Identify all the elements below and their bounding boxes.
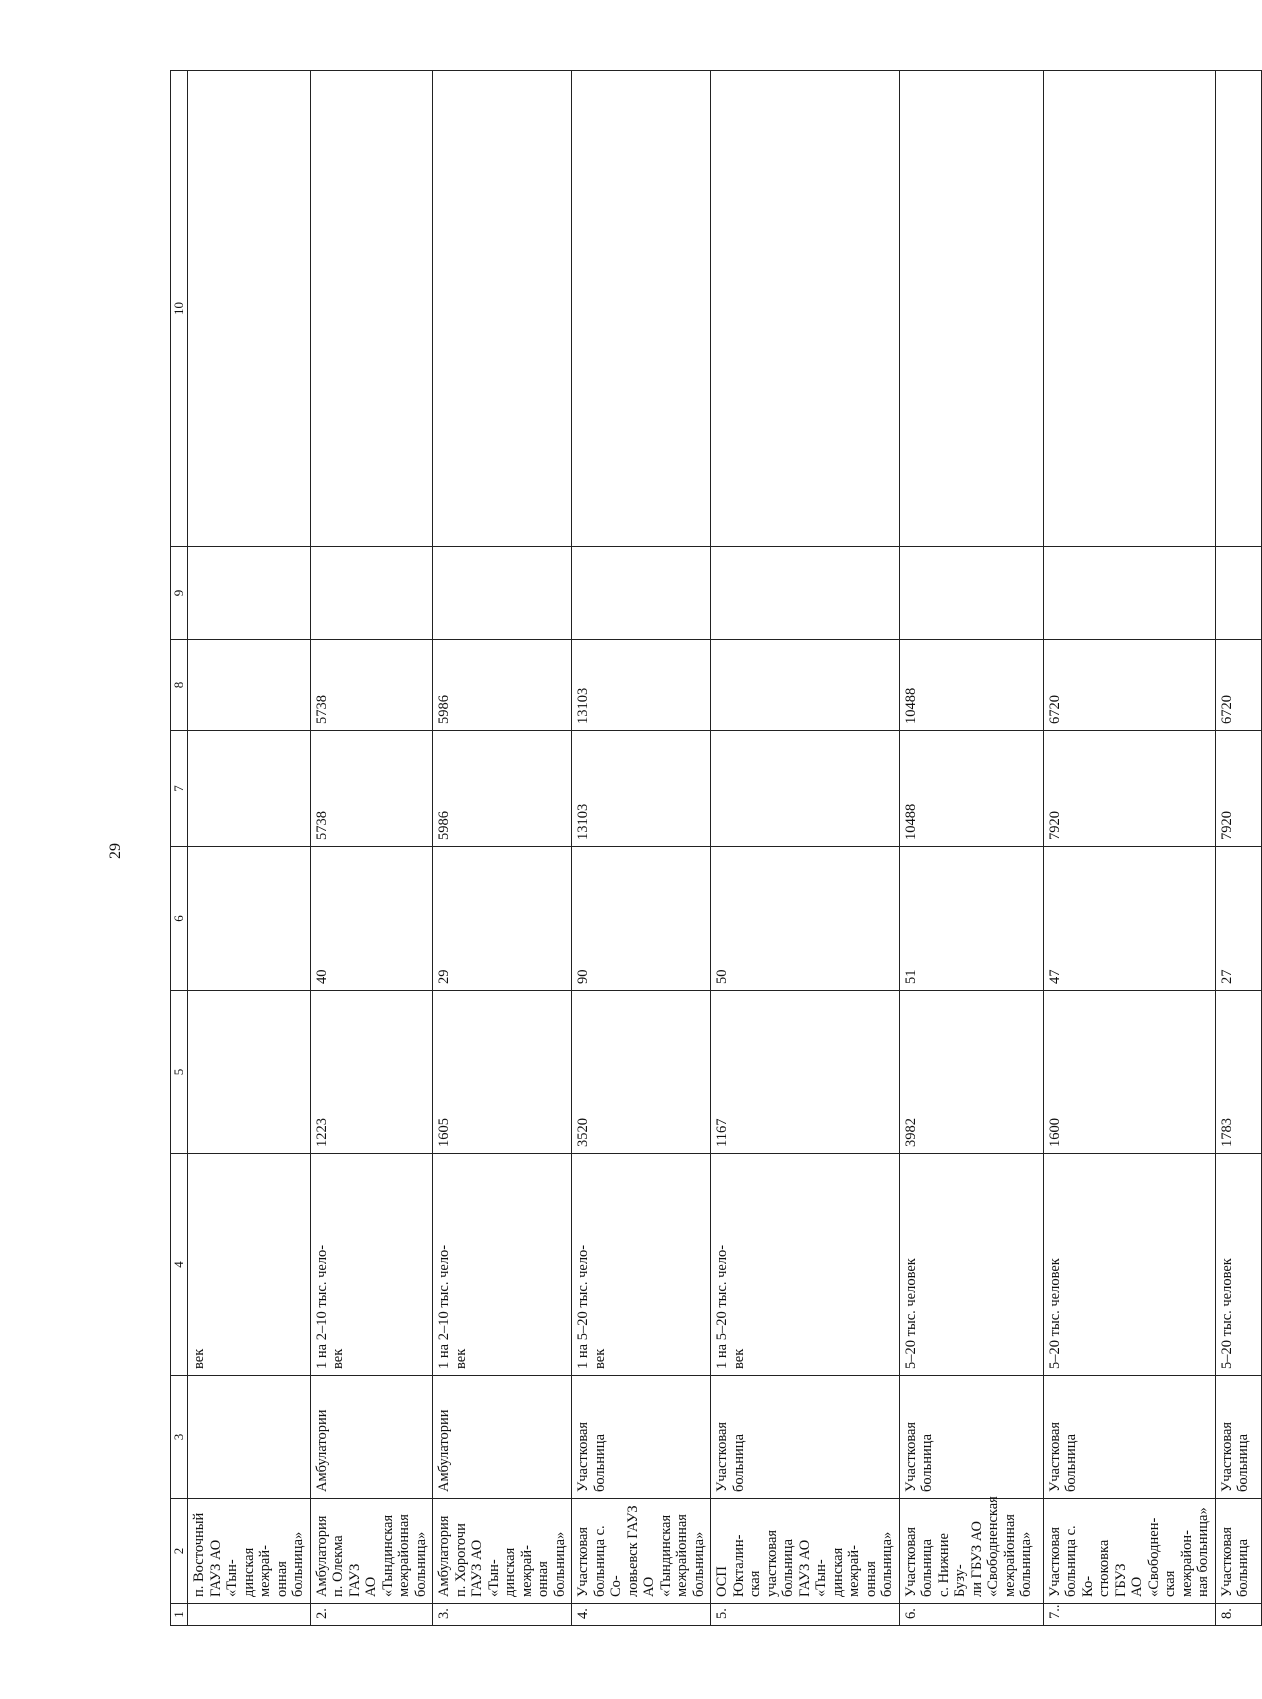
table-body (188, 71, 1262, 1626)
service-norm: 5–20 тыс. человек (1215, 1154, 1261, 1376)
column-number-5: 5 (171, 991, 188, 1154)
col-9-value (899, 547, 1043, 640)
col-8-value (711, 640, 900, 731)
facility-type: Участковая больница (1215, 1376, 1261, 1499)
col-10-value (572, 71, 711, 547)
facility-name: Амбулатория п. Олекма ГАУЗ АО «Тындинская межрайонная больница» (310, 1499, 433, 1604)
distance: 27 (1215, 847, 1261, 991)
col-9-value (711, 547, 900, 640)
facility-name: Участковая больница (1215, 1499, 1261, 1604)
col-8-value: 6720 (1043, 640, 1215, 731)
facility-type: Амбулатории (433, 1376, 572, 1499)
column-number-1: 1 (171, 1604, 188, 1626)
column-number-8: 8 (171, 640, 188, 731)
col-9-value (188, 547, 311, 640)
facility-name: ОСП Юкталин- ская участковая больница ГАУЗ АО «Тын- динская межрай- онная больница» (711, 1499, 900, 1604)
col-10-value (433, 71, 572, 547)
distance: 50 (711, 847, 900, 991)
table-row (433, 71, 572, 1626)
col-7-value: 5986 (433, 731, 572, 847)
population (188, 991, 311, 1154)
distance: 47 (1043, 847, 1215, 991)
col-7-value: 5738 (310, 731, 433, 847)
column-number-3: 3 (171, 1376, 188, 1499)
row-number: 3. (433, 1604, 572, 1626)
col-9-value (572, 547, 711, 640)
row-number: 6. (899, 1604, 1043, 1626)
column-number-row (171, 71, 188, 1626)
row-number (188, 1604, 311, 1626)
col-7-value (711, 731, 900, 847)
col-8-value: 5738 (310, 640, 433, 731)
table-row (1215, 71, 1261, 1626)
service-norm: 5–20 тыс. человек (1043, 1154, 1215, 1376)
row-number: 2. (310, 1604, 433, 1626)
col-10-value (188, 71, 311, 547)
table-row (572, 71, 711, 1626)
col-10-value (899, 71, 1043, 547)
service-norm: 1 на 5–20 тыс. чело- век (572, 1154, 711, 1376)
service-norm: 1 на 5–20 тыс. чело- век (711, 1154, 900, 1376)
distance: 40 (310, 847, 433, 991)
population: 1605 (433, 991, 572, 1154)
table-row (310, 71, 433, 1626)
col-8-value: 10488 (899, 640, 1043, 731)
table-row (1043, 71, 1215, 1626)
col-8-value: 6720 (1215, 640, 1261, 731)
service-norm: 1 на 2–10 тыс. чело- век (433, 1154, 572, 1376)
row-number: 7.. (1043, 1604, 1215, 1626)
col-10-value (711, 71, 900, 547)
column-number-4: 4 (171, 1154, 188, 1376)
col-7-value: 10488 (899, 731, 1043, 847)
col-10-value (1215, 71, 1261, 547)
table-row (188, 71, 311, 1626)
row-number: 8. (1215, 1604, 1261, 1626)
facility-name: Участковая больница с. Ко- стюковка ГБУЗ АО «Свободнен- ская межрайон- ная больница» (1043, 1499, 1215, 1604)
column-number-7: 7 (171, 731, 188, 847)
distance: 90 (572, 847, 711, 991)
col-7-value (188, 731, 311, 847)
col-8-value: 13103 (572, 640, 711, 731)
service-norm: 1 на 2–10 тыс. чело- век (310, 1154, 433, 1376)
facility-name: Участковая больница с. Нижние Бузу- ли ГБУЗ АО «Свободненская межрайонная больница» (899, 1499, 1043, 1604)
column-number-2: 2 (171, 1499, 188, 1604)
service-norm: 5–20 тыс. человек (899, 1154, 1043, 1376)
table-row (711, 71, 900, 1626)
population: 1167 (711, 991, 900, 1154)
col-10-value (310, 71, 433, 547)
distance: 29 (433, 847, 572, 991)
rotated-table-sheet (170, 71, 1251, 1626)
col-8-value (188, 640, 311, 731)
table-row (899, 71, 1043, 1626)
facilities-table (170, 70, 1262, 1626)
facility-name: п. Восточный ГАУЗ АО «Тын- динская межрай- онная больница» (188, 1499, 311, 1604)
facility-type: Участковая больница (1043, 1376, 1215, 1499)
col-7-value: 7920 (1043, 731, 1215, 847)
distance (188, 847, 311, 991)
facility-type: Участковая больница (572, 1376, 711, 1499)
facility-type: Амбулатории (310, 1376, 433, 1499)
service-norm: век (188, 1154, 311, 1376)
col-9-value (1215, 547, 1261, 640)
column-number-10: 10 (171, 71, 188, 547)
col-7-value: 13103 (572, 731, 711, 847)
col-8-value: 5986 (433, 640, 572, 731)
facility-type (188, 1376, 311, 1499)
page-number: 29 (107, 843, 124, 859)
population: 3520 (572, 991, 711, 1154)
row-number: 5. (711, 1604, 900, 1626)
col-9-value (1043, 547, 1215, 640)
col-7-value: 7920 (1215, 731, 1261, 847)
distance: 51 (899, 847, 1043, 991)
facility-name: Участковая больница с. Со- ловьевск ГАУЗ АО «Тындинская межрайонная больница» (572, 1499, 711, 1604)
population: 1600 (1043, 991, 1215, 1154)
population: 1223 (310, 991, 433, 1154)
col-9-value (310, 547, 433, 640)
facility-type: Участковая больница (899, 1376, 1043, 1499)
col-10-value (1043, 71, 1215, 547)
facility-type: Участковая больница (711, 1376, 900, 1499)
population: 1783 (1215, 991, 1261, 1154)
row-number: 4. (572, 1604, 711, 1626)
facility-name: Амбулатория п. Хорогочи ГАУЗ АО «Тын- динская межрай- онная больница» (433, 1499, 572, 1604)
col-9-value (433, 547, 572, 640)
column-number-6: 6 (171, 847, 188, 991)
population: 3982 (899, 991, 1043, 1154)
column-number-9: 9 (171, 547, 188, 640)
